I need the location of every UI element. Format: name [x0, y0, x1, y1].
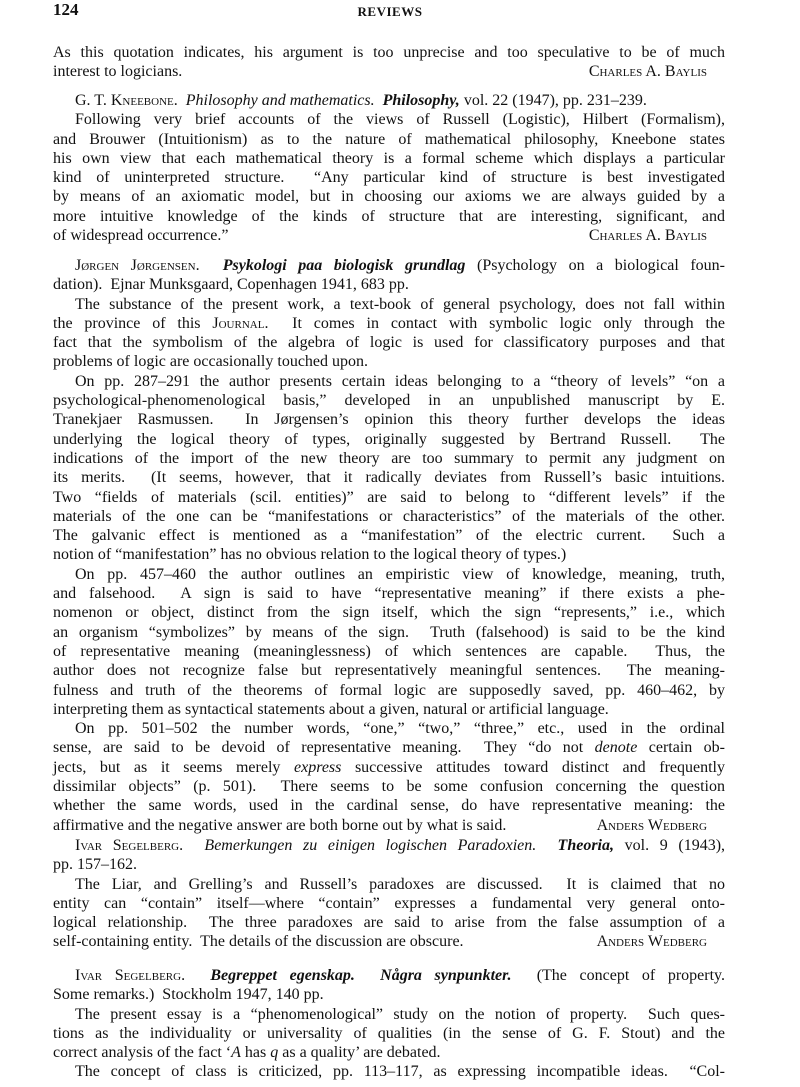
text-span: entity can “contain” itself—where “contain” expresses a fundamental very general onto- [53, 894, 725, 912]
text-line [53, 275, 725, 294]
text-line [53, 913, 725, 932]
reviewer-signature: Anders Wedberg [596, 816, 707, 834]
text-line [53, 565, 725, 584]
text-span: problems of logic are occasionally touched upon. [53, 353, 369, 371]
text-span: The concept of class is criticized, pp. 113–117, as expressing incompatible ideas. “Col- [75, 1063, 725, 1081]
text-span: as a quality’ are debated. [278, 1044, 441, 1062]
text-span: vol. 22 (1947), pp. 231–239. [459, 92, 647, 109]
text-span: has [240, 1044, 271, 1062]
text-span: the province of this [53, 314, 213, 332]
text-line [53, 187, 725, 206]
text-line [53, 430, 725, 449]
journal-title: Theoria, [557, 837, 614, 854]
author-name: Ivar Segelberg. [75, 837, 184, 854]
review-segelberg-paradoxien [53, 836, 725, 952]
text-line [53, 314, 725, 333]
text-line [53, 836, 725, 855]
text-span: notion of “manifestation” has no obvious relation to the logical theory of types.) [53, 546, 567, 564]
italic-text: denote [594, 739, 638, 757]
text-span: The substance of the present work, a text-book of general psychology, does not fall within [75, 295, 725, 313]
reviewer-signature: Anders Wedberg [596, 933, 707, 951]
text-line [53, 796, 725, 815]
text-span: and falsehood. A sign is said to have “representative meaning” if there exists a phe- [53, 585, 725, 603]
text-line [53, 372, 725, 391]
text-span: successive attitudes toward distinct and frequently [341, 758, 725, 776]
text-line [53, 62, 725, 81]
author-name: Ivar Segelberg. [75, 967, 186, 984]
text-line [53, 603, 725, 622]
text-line [53, 468, 725, 487]
review-kneebone [53, 91, 725, 245]
text-span: On pp. 457–460 the author outlines an empiristic view of knowledge, meaning, truth, [75, 565, 725, 583]
text-line [53, 738, 725, 757]
text-line [53, 333, 725, 352]
text-span: The galvanic effect is mentioned as a “manifestation” of the electric current. Such a [53, 527, 725, 545]
author-name: G. T. Kneebone. [75, 92, 178, 109]
text-line [53, 1005, 725, 1024]
text-span: affirmative and the negative answer are both borne out by what is said. [53, 816, 507, 834]
text-span [200, 257, 223, 274]
text-line [53, 1043, 725, 1062]
review-end-baylis [53, 43, 725, 82]
text-span: (The concept of property. [511, 967, 725, 984]
text-span [178, 92, 186, 109]
text-span: an organism “symbolizes” by means of the sign. Truth (falsehood) is said to be the kind [53, 623, 725, 641]
text-span: Tranekjaer Rasmussen. In Jørgensen’s opinion this theory further develops the ideas [53, 411, 725, 429]
text-span: author does not recognize false but representatively meaningful sentences. The meaning- [53, 662, 725, 680]
text-span: dissimilar objects” (p. 501). There seems to be some confusion concerning the question [53, 778, 725, 796]
text-span: by means of an axiomatic model, but in choosing our axioms we are always guided by a [53, 188, 725, 206]
text-span [183, 837, 204, 854]
text-line [53, 584, 725, 603]
text-span: Following very brief accounts of the views of Russell (Logistic), Hilbert (Formalism), [75, 111, 725, 129]
text-line [53, 91, 725, 110]
text-line [53, 719, 725, 738]
text-line [53, 700, 725, 719]
text-span: more intuitive knowledge of the kinds of structure that are interesting, significant, and [53, 207, 725, 225]
text-line [53, 985, 725, 1004]
line-text [53, 816, 506, 835]
italic-text: q [270, 1044, 279, 1062]
text-span: dation). Ejnar Munksgaard, Copenhagen 1941, 683 pp. [53, 276, 409, 294]
line-text [53, 932, 464, 951]
text-span: Some remarks.) Stockholm 1947, 140 pp. [53, 986, 324, 1004]
journal-title: Begreppet egenskap. Några synpunkter. [210, 967, 512, 984]
text-line [53, 816, 725, 835]
text-span: vol. 9 (1943), [614, 837, 726, 854]
text-span: sense, are said to be devoid of representative meaning. They “do not [53, 739, 595, 757]
text-span: interpreting them as syntactical statements about a given, natural or artificial language. [53, 700, 609, 718]
text-line [53, 295, 725, 314]
text-span: pp. 157–162. [53, 856, 137, 874]
journal-title: Psykologi paa biologisk grundlag [222, 257, 466, 274]
text-span [185, 967, 210, 984]
text-line [53, 681, 725, 700]
text-span: . It comes in contact with symbolic logic only through the [264, 314, 726, 332]
reviewer-signature: Charles A. Baylis [588, 227, 707, 245]
text-span: interest to logicians. [53, 63, 183, 81]
text-span: self-containing entity. The details of the discussion are obscure. [53, 933, 464, 951]
text-span: logical relationship. The three paradoxes are said to arise from the false assumption of a [53, 914, 725, 932]
text-line [53, 130, 725, 149]
text-span: (Psychology on a biological foun- [465, 257, 725, 274]
text-line [53, 758, 725, 777]
text-line [53, 507, 725, 526]
text-line [53, 623, 725, 642]
italic-text: Bemerkungen zu einigen logischen Paradoxien. [204, 837, 537, 854]
text-line [53, 256, 725, 275]
line-text [53, 226, 228, 245]
text-line [53, 661, 725, 680]
author-name: Journal [212, 314, 265, 332]
text-span: fulness and truth of the theorems of formal logic are supposedly saved, pp. 460–462, by [53, 681, 725, 699]
text-line [53, 488, 725, 507]
text-span: his own view that each mathematical theory is a formal scheme which displays a particular [53, 149, 725, 167]
text-span: As this quotation indicates, his argument is too unprecise and too speculative to be of much [53, 44, 725, 61]
text-line [53, 352, 725, 371]
italic-text: A [231, 1044, 241, 1062]
text-span: jects, but as it seems merely [53, 758, 294, 776]
text-line [53, 410, 725, 429]
text-span: On pp. 501–502 the number words, “one,” “two,” “three,” etc., used in the ordinal [75, 720, 725, 738]
text-span: certain ob- [637, 739, 725, 757]
text-span: underlying the logical theory of types, originally suggested by Bertrand Russell. The [53, 430, 725, 448]
page-number: 124 [53, 0, 79, 19]
reviewer-signature: Charles A. Baylis [588, 63, 707, 81]
italic-text: express [293, 758, 342, 776]
text-span: indications of the import of the new theory are too summary to permit any judgment on [53, 449, 725, 467]
text-line [53, 391, 725, 410]
text-line [53, 149, 725, 168]
journal-title: Philosophy, [382, 92, 460, 109]
text-line [53, 966, 725, 985]
text-line [53, 43, 725, 62]
text-span: kind of uninterpreted structure. “Any particular kind of structure is best investigated [53, 169, 725, 187]
text-line [53, 1024, 725, 1043]
text-span: and Brouwer (Intuitionism) as to the nature of mathematical philosophy, Kneebone states [53, 130, 725, 148]
text-line [53, 875, 725, 894]
running-title: REVIEWS [357, 4, 423, 19]
text-line [53, 894, 725, 913]
text-line [53, 226, 725, 245]
text-span: psychological-phenomenological basis,” developed in an unpublished manuscript by E. [53, 392, 725, 410]
text-line [53, 545, 725, 564]
text-span: of representative meaning (meaninglessness) of which sentences are capable. Thus, the [53, 642, 725, 660]
text-span: correct analysis of the fact ‘ [53, 1044, 232, 1062]
text-line [53, 642, 725, 661]
text-line [53, 449, 725, 468]
review-segelberg-egenskap [53, 966, 725, 1082]
text-span: tions as the individuality or universality of qualities (in the sense of G. F. Stout) and the [53, 1024, 725, 1042]
text-span: nomenon or object, distinct from the sign itself, which the sign “represents,” i.e., which [53, 604, 725, 622]
text-line [53, 777, 725, 796]
text-span: of widespread occurrence.” [53, 227, 229, 245]
text-span: Two “fields of materials (scil. entities)” are said to belong to “different levels” if the [53, 488, 725, 506]
author-name: Jørgen Jørgensen. [75, 257, 200, 274]
text-line [53, 110, 725, 129]
text-span: The Liar, and Grelling’s and Russell’s paradoxes are discussed. It is claimed that no [75, 875, 725, 893]
text-line [53, 207, 725, 226]
text-span: fact that the symbolism of the algebra of logic is used for classificatory purposes and that [53, 334, 725, 352]
italic-text: Philosophy and mathematics. [185, 92, 375, 109]
text-line [53, 168, 725, 187]
text-span: whether the same words, used in the cardinal sense, do have representative meaning: the [53, 797, 725, 815]
line-text [53, 62, 182, 81]
review-jorgensen [53, 256, 725, 835]
text-span: The present essay is a “phenomenological” study on the notion of property. Such ques- [75, 1005, 725, 1023]
text-span [536, 837, 557, 854]
text-span: its merits. (It seems, however, that it radically deviates from Russell’s basic intuitions. [53, 469, 725, 487]
text-line [53, 932, 725, 951]
text-span [375, 92, 383, 109]
text-line [53, 855, 725, 874]
text-span: materials of the one can be “manifestations or characteristics” of the materials of the other. [53, 507, 725, 525]
text-line [53, 1062, 725, 1081]
text-line [53, 526, 725, 545]
text-span: On pp. 287–291 the author presents certain ideas belonging to a “theory of levels” “on a [75, 372, 725, 390]
